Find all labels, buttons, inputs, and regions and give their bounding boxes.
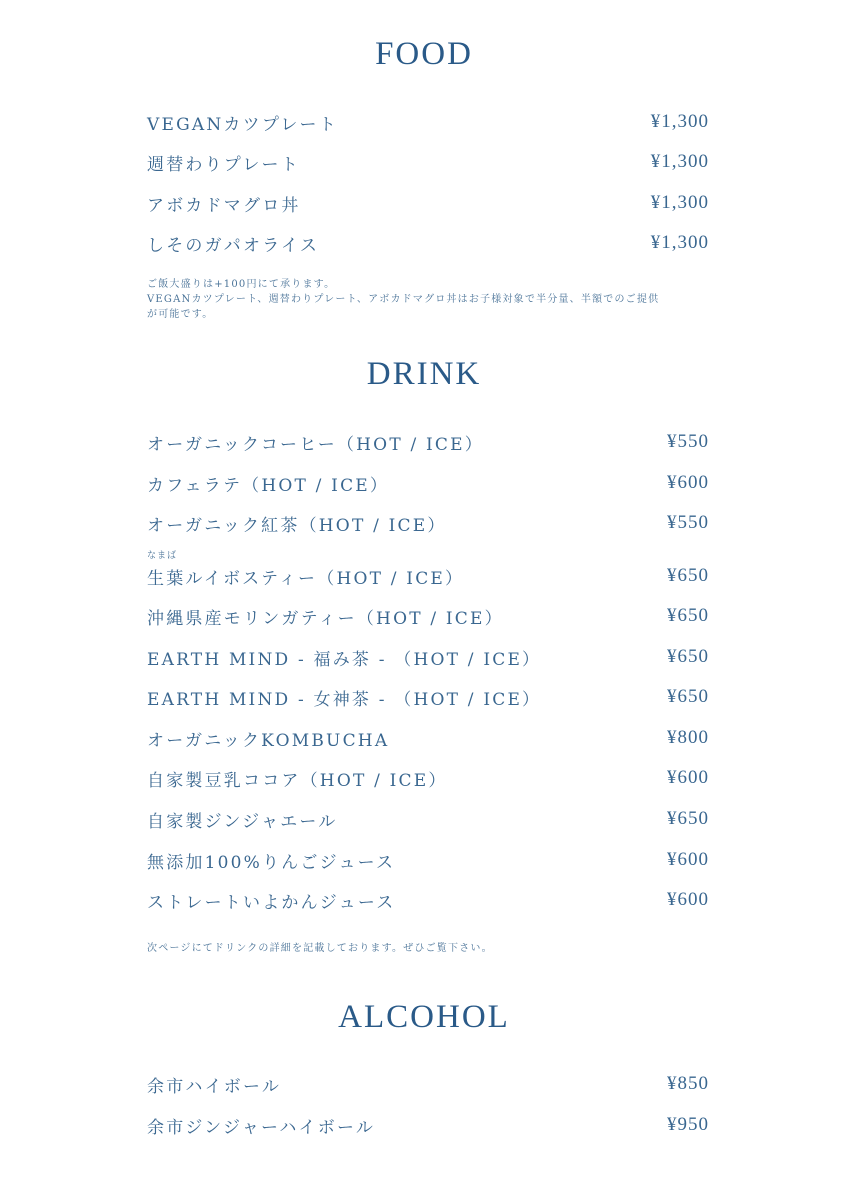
item-name: 生葉ルイボスティー（HOT / ICE） bbox=[147, 568, 465, 589]
menu-item bbox=[147, 150, 709, 174]
item-price: ¥1,300 bbox=[650, 111, 709, 132]
item-name: しそのガパオライス bbox=[147, 235, 320, 256]
menu-item bbox=[147, 726, 709, 750]
item-name: 沖縄県産モリンガティー（HOT / ICE） bbox=[147, 608, 504, 629]
item-price: ¥550 bbox=[667, 512, 709, 533]
menu-item bbox=[147, 807, 709, 831]
food-note bbox=[147, 277, 717, 322]
item-price: ¥600 bbox=[667, 889, 709, 910]
item-name: カフェラテ（HOT / ICE） bbox=[147, 475, 390, 496]
item-name: 余市ハイボール bbox=[147, 1076, 282, 1097]
item-price: ¥650 bbox=[667, 686, 709, 707]
item-price: ¥1,300 bbox=[650, 232, 709, 253]
item-name: 余市ジンジャーハイボール bbox=[147, 1117, 376, 1138]
item-name: 自家製豆乳ココア（HOT / ICE） bbox=[147, 770, 448, 791]
menu-item bbox=[147, 888, 709, 912]
menu-item bbox=[147, 511, 709, 535]
item-name: アボカドマグロ丼 bbox=[147, 195, 301, 216]
menu-item bbox=[147, 1113, 709, 1137]
item-price: ¥550 bbox=[667, 431, 709, 452]
menu-item bbox=[147, 110, 709, 134]
menu-item bbox=[147, 564, 709, 588]
item-price: ¥600 bbox=[667, 767, 709, 788]
menu-item bbox=[147, 231, 709, 255]
item-price: ¥600 bbox=[667, 472, 709, 493]
menu-item bbox=[147, 191, 709, 215]
item-price: ¥650 bbox=[667, 808, 709, 829]
food-note-line: が可能です。 bbox=[147, 309, 214, 320]
item-price: ¥650 bbox=[667, 565, 709, 586]
item-name: オーガニック紅茶（HOT / ICE） bbox=[147, 515, 447, 536]
menu-item bbox=[147, 766, 709, 790]
item-price: ¥1,300 bbox=[650, 151, 709, 172]
menu-item bbox=[147, 1072, 709, 1096]
item-price: ¥1,300 bbox=[650, 192, 709, 213]
item-name: オーガニックコーヒー（HOT / ICE） bbox=[147, 434, 484, 455]
item-price: ¥850 bbox=[667, 1073, 709, 1094]
item-name: EARTH MIND - 女神茶 - （HOT / ICE） bbox=[147, 689, 542, 710]
menu-item bbox=[147, 848, 709, 872]
item-name: ストレートいよかんジュース bbox=[147, 892, 396, 913]
menu-item bbox=[147, 685, 709, 709]
menu-item bbox=[147, 604, 709, 628]
item-price: ¥600 bbox=[667, 849, 709, 870]
food-heading: FOOD bbox=[375, 36, 473, 72]
menu-item bbox=[147, 430, 709, 454]
drink-heading: DRINK bbox=[366, 356, 482, 392]
item-price: ¥950 bbox=[667, 1114, 709, 1135]
item-name: 週替わりプレート bbox=[147, 154, 300, 175]
item-price: ¥650 bbox=[667, 646, 709, 667]
item-name: 自家製ジンジャエール bbox=[147, 811, 338, 832]
alcohol-heading: ALCOHOL bbox=[338, 999, 510, 1035]
furigana: なまば bbox=[147, 551, 178, 561]
item-name: オーガニックKOMBUCHA bbox=[147, 730, 390, 751]
menu-item bbox=[147, 645, 709, 669]
item-price: ¥800 bbox=[667, 727, 709, 748]
item-name: 無添加100%りんごジュース bbox=[147, 852, 396, 873]
menu-item bbox=[147, 471, 709, 495]
food-note-line: VEGANカツプレート、週替わりプレート、アボカドマグロ丼はお子様対象で半分量、半額でのご提供 bbox=[147, 294, 660, 305]
item-price: ¥650 bbox=[667, 605, 709, 626]
item-name: EARTH MIND - 福み茶 - （HOT / ICE） bbox=[147, 649, 542, 670]
item-name: VEGANカツプレート bbox=[147, 114, 338, 135]
food-note-line: ご飯大盛りは+100円にて承ります。 bbox=[147, 279, 336, 290]
drink-note: 次ページにてドリンクの詳細を記載しております。ぜひご覧下さい。 bbox=[147, 943, 493, 954]
